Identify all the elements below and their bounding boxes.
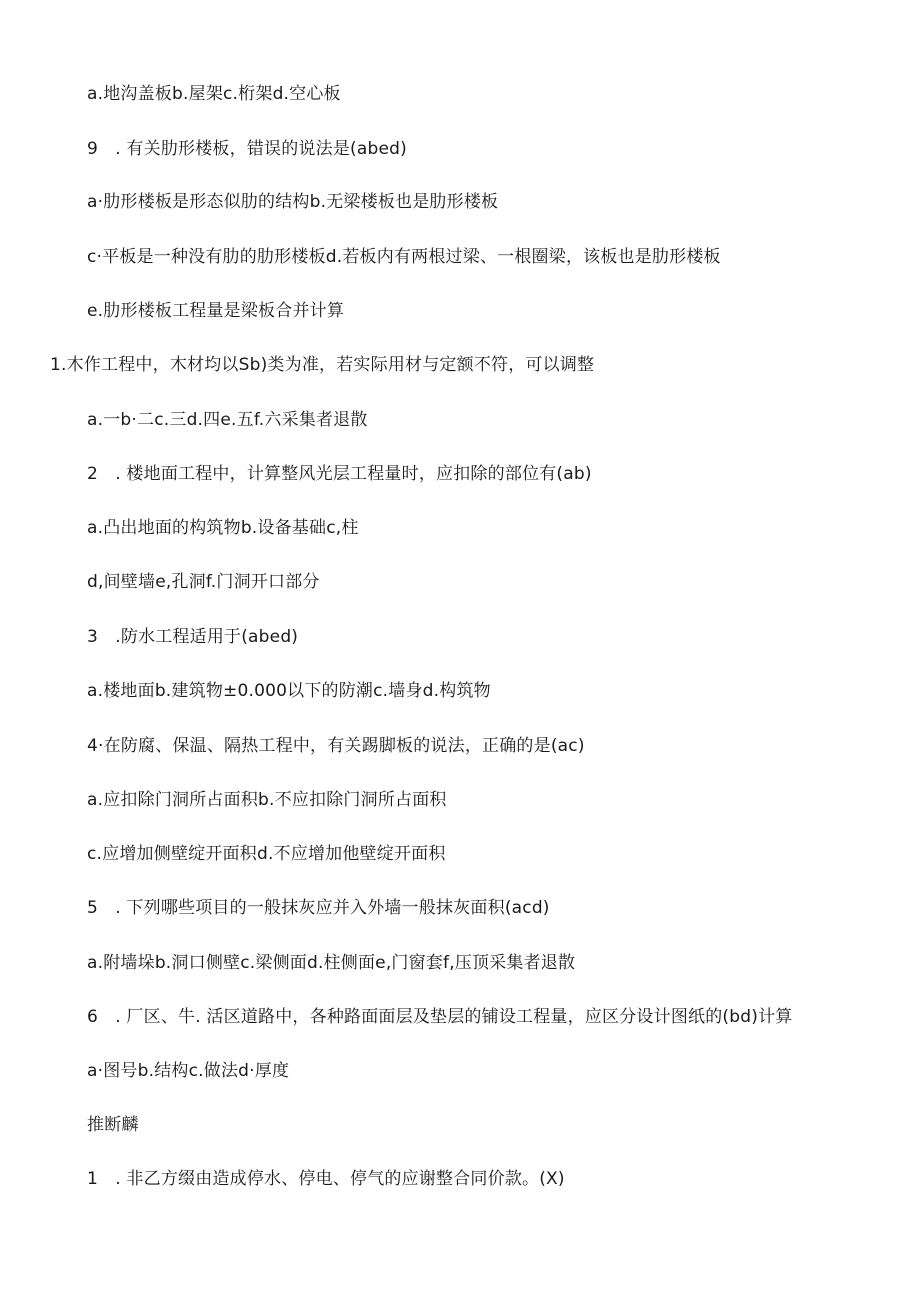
- question-line: 1.木作工程中，木材均以Sb)类为准，若实际用材与定额不符，可以调整: [50, 355, 595, 375]
- option-line: a·图号b.结构c.做法d·厚度: [87, 1061, 290, 1081]
- option-line: a·肋形楼板是形态似肋的结构b.无梁楼板也是肋形楼板: [87, 192, 499, 212]
- question-line: 2 . 楼地面工程中，计算整风光层工程量时，应扣除的部位有(ab): [87, 464, 592, 484]
- option-line: c·平板是一种没有肋的肋形楼板d.若板内有两根过梁、一根圈梁，该板也是肋形楼板: [87, 247, 721, 267]
- question-line: 5 . 下列哪些项目的一般抹灰应并入外墙一般抹灰面积(acd): [87, 898, 550, 918]
- option-line: a.地沟盖板b.屋架c.桁架d.空心板: [87, 84, 341, 104]
- option-line: c.应增加侧壁绽开面积d.不应增加他壁绽开面积: [87, 844, 446, 864]
- option-line: a.一b·二c.三d.四e.五f.六采集者退散: [87, 410, 368, 430]
- question-line: 9 . 有关肋形楼板，错误的说法是(abed): [87, 139, 407, 159]
- option-line: e.肋形楼板工程量是梁板合并计算: [87, 301, 345, 321]
- question-line: 1 . 非乙方缀由造成停水、停电、停气的应谢整合同价款。(X): [87, 1169, 565, 1189]
- section-heading: 推断麟: [87, 1115, 139, 1135]
- question-line: 4·在防腐、保温、隔热工程中，有关踢脚板的说法，正确的是(ac): [87, 736, 585, 756]
- option-line: a.应扣除门洞所占面积b.不应扣除门洞所占面积: [87, 790, 447, 810]
- option-line: a.附墙垛b.洞口侧壁c.梁侧面d.柱侧面e,门窗套f,压顶采集者退散: [87, 953, 576, 973]
- option-line: a.凸出地面的构筑物b.设备基础c,柱: [87, 518, 359, 538]
- option-line: a.楼地面b.建筑物±0.000以下的防潮c.墙身d.构筑物: [87, 681, 491, 701]
- question-line: 6 . 厂区、牛. 活区道路中，各种路面面层及垫层的铺设工程量，应区分设计图纸的(bd)计算: [87, 1007, 793, 1027]
- option-line: d,间壁墙e,孔洞f.门洞开口部分: [87, 572, 320, 592]
- question-line: 3 .防水工程适用于(abed): [87, 627, 299, 647]
